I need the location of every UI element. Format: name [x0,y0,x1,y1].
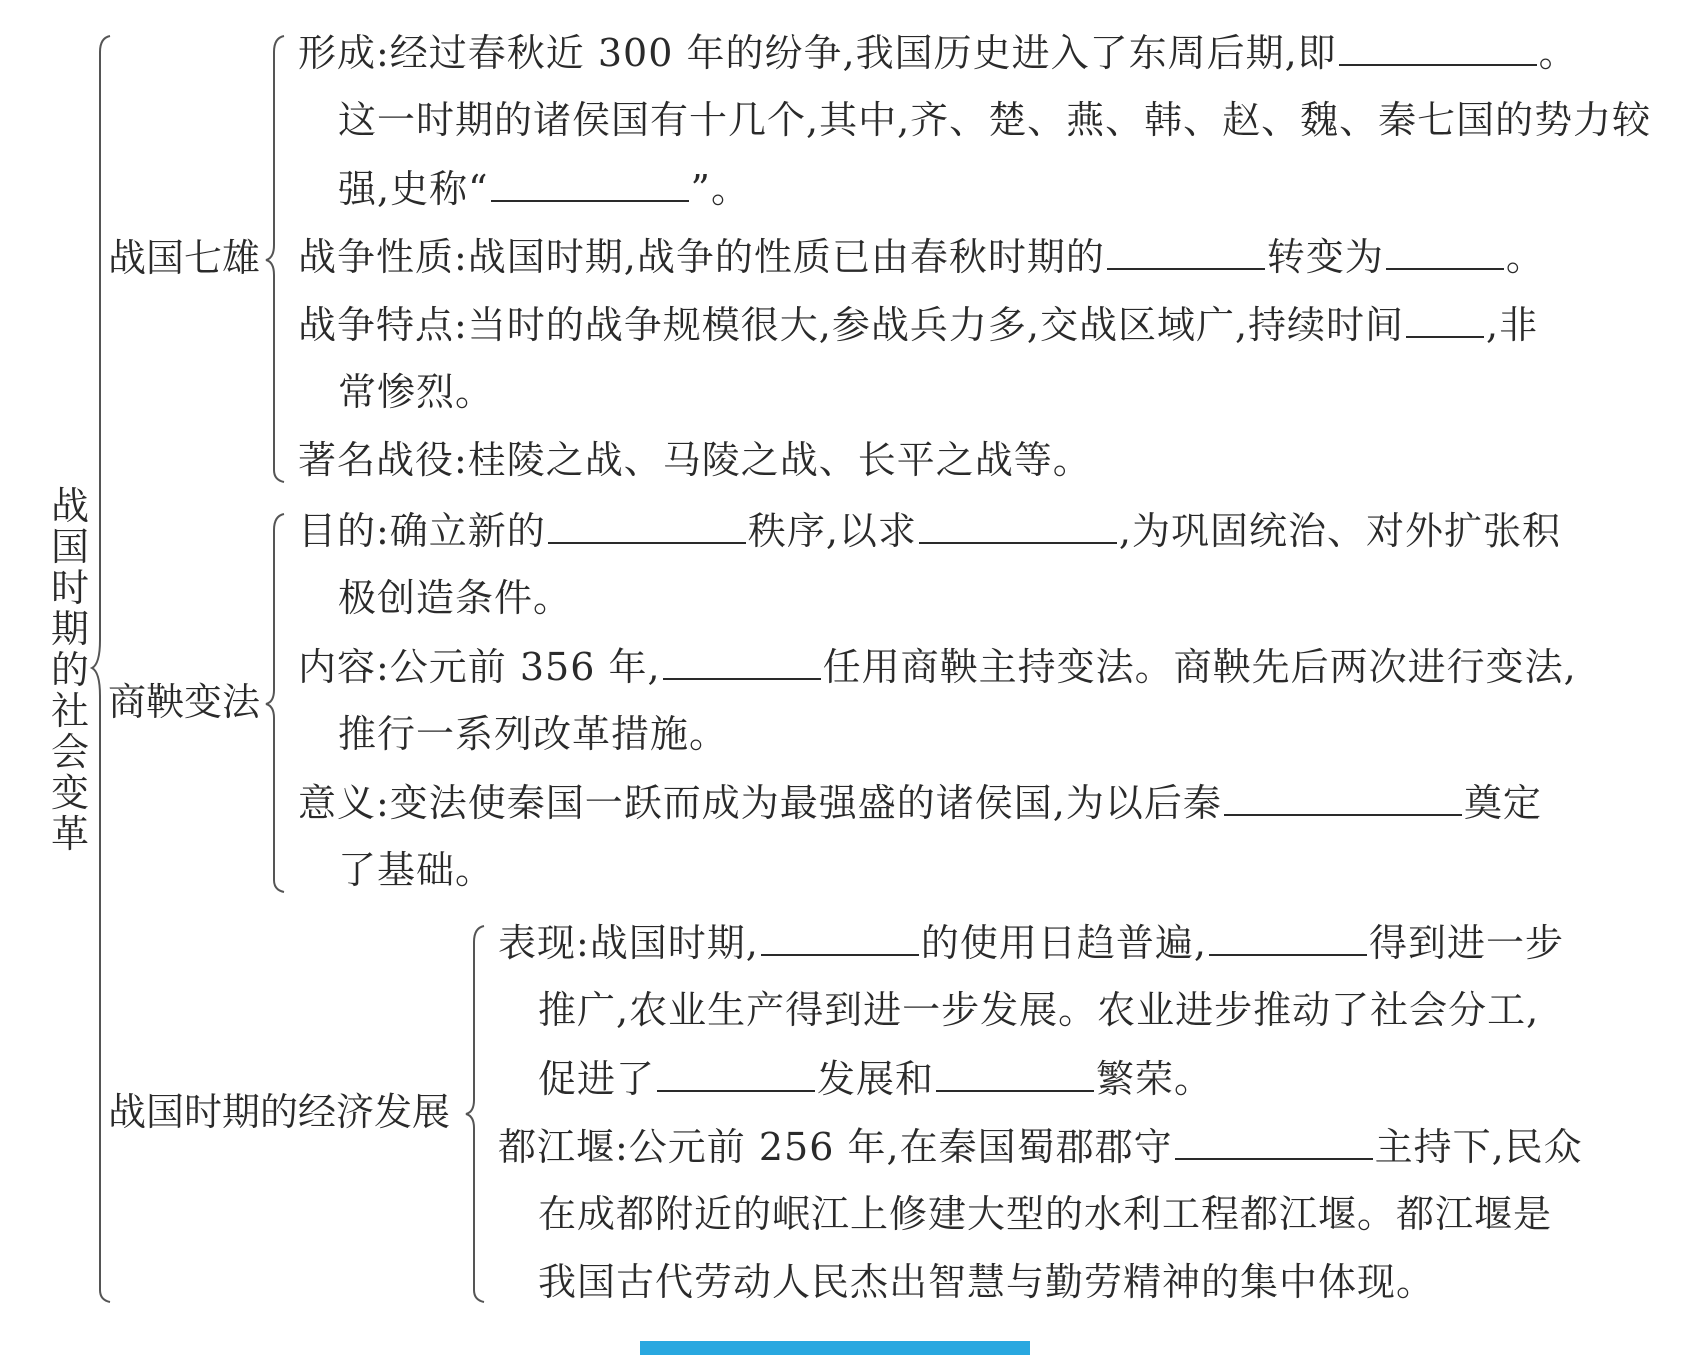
mudi-line-1 [298,508,1561,553]
tedian-line-2: 常惨烈。 [338,370,495,414]
root-title [50,486,90,855]
answer-blank[interactable] [548,508,746,544]
text: 奠定 [1463,781,1542,825]
text: 转变为 [1266,235,1384,279]
answer-blank[interactable] [1175,1124,1373,1160]
text: 促进了 [538,1057,656,1101]
text: ,为巩固统治、对外扩张积 [1118,509,1561,553]
branch-shangyang: 商鞅变法 [108,680,261,724]
text: ”。 [690,167,750,211]
root-char: 时 [50,566,89,610]
text: 都江堰:公元前 256 年,在秦国蜀郡郡守 [498,1125,1173,1169]
root-char: 战 [50,484,89,528]
answer-blank[interactable] [1209,920,1367,956]
answer-blank[interactable] [1224,780,1462,816]
xingcheng-line-3 [338,166,750,211]
answer-blank[interactable] [761,920,919,956]
answer-blank[interactable] [1406,302,1484,338]
neirong-line-2: 推行一系列改革措施。 [338,712,729,756]
biaoxian-line-2: 推广,农业生产得到进一步发展。农业进步推动了社会分工, [538,988,1540,1032]
tedian-line-1 [298,302,1538,347]
text: 意义:变法使秦国一跃而成为最强盛的诸侯国,为以后秦 [298,781,1222,825]
text: 战争特点:当时的战争规模很大,参战兵力多,交战区域广,持续时间 [298,303,1405,347]
section-header-tab [640,1341,1030,1355]
root-char: 期 [50,607,89,651]
yiyi-line-1 [298,780,1542,825]
text: 秩序,以求 [747,509,917,553]
text: 强,史称“ [338,167,489,211]
yiyi-line-2: 了基础。 [338,848,495,892]
root-char: 会 [50,730,89,774]
text: 形成:经过春秋近 300 年的纷争,我国历史进入了东周后期,即 [298,31,1337,75]
root-char: 社 [50,689,89,733]
root-char: 的 [50,648,89,692]
answer-blank[interactable] [491,166,689,202]
root-char: 国 [50,525,89,569]
zhanyi-line: 著名战役:桂陵之战、马陵之战、长平之战等。 [298,438,1092,482]
neirong-line-1 [298,644,1577,689]
text: 繁荣。 [1096,1057,1214,1101]
answer-blank[interactable] [663,644,821,680]
root-char: 革 [50,812,89,856]
text: 表现:战国时期, [498,921,759,965]
branch-jingji: 战国时期的经济发展 [108,1090,451,1134]
xingzhi-line [298,234,1545,279]
text: 任用商鞅主持变法。商鞅先后两次进行变法, [822,645,1577,689]
biaoxian-line-1 [498,920,1564,965]
answer-blank[interactable] [919,508,1117,544]
text: 。 [1505,235,1545,279]
answer-blank[interactable] [1107,234,1265,270]
dujiangyan-line-2: 在成都附近的岷江上修建大型的水利工程都江堰。都江堰是 [538,1192,1553,1236]
jingji-brace [466,926,484,1302]
xingcheng-line-1 [298,30,1578,75]
mudi-line-2: 极创造条件。 [338,576,573,620]
text: 内容:公元前 356 年, [298,645,661,689]
dujiangyan-line-3: 我国古代劳动人民杰出智慧与勤劳精神的集中体现。 [538,1260,1436,1304]
text: ,非 [1486,303,1539,347]
answer-blank[interactable] [1386,234,1504,270]
xingcheng-line-2: 这一时期的诸侯国有十几个,其中,齐、楚、燕、韩、赵、魏、秦七国的势力较 [338,98,1652,142]
text: 主持下,民众 [1374,1125,1583,1169]
qixiong-brace [266,36,284,482]
biaoxian-line-3 [538,1056,1213,1101]
text: 发展和 [817,1057,935,1101]
branch-qixiong: 战国七雄 [108,236,261,280]
text: 的使用日趋普遍, [920,921,1207,965]
text: 目的:确立新的 [298,509,546,553]
shangyang-brace [266,514,284,892]
dujiangyan-line-1 [498,1124,1583,1169]
text: 战争性质:战国时期,战争的性质已由春秋时期的 [298,235,1105,279]
answer-blank[interactable] [936,1056,1094,1092]
answer-blank[interactable] [1339,30,1537,66]
root-char: 变 [50,771,89,815]
text: 。 [1538,31,1578,75]
text: 得到进一步 [1368,921,1564,965]
answer-blank[interactable] [657,1056,815,1092]
